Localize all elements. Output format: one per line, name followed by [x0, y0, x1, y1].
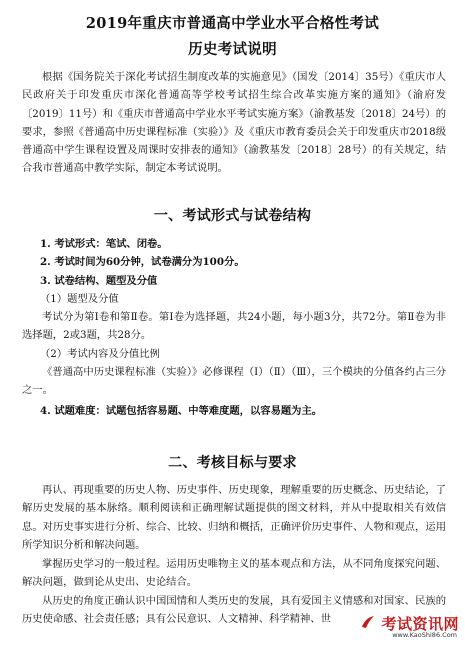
watermark-logo-icon: [361, 615, 375, 629]
objectives-paragraph-2: 掌握历史学习的一般过程。运用历史唯物主义的基本观点和方法，从不同角度探究问题、解决问题，做到论从史出、史论结合。: [22, 558, 446, 589]
question-types-text: 考试分为第Ⅰ卷和第Ⅱ卷。第Ⅰ卷为选择题，共24小题，每小题3分，共72分。第Ⅱ卷为非选择题，2或3题，共28分。: [22, 311, 446, 342]
document-title: 2019年重庆市普通高中学业水平合格性考试: [85, 15, 380, 32]
difficulty-item: 4. 试题难度：试题包括容易题、中等难度题，以容易题为主。: [40, 405, 323, 417]
exam-time-item: 2. 考试时间为60分钟，试卷满分为100分。: [40, 256, 245, 268]
site-watermark: [359, 613, 459, 641]
objectives-paragraph-3: 从历史的角度正确认识中国国情和人类历史的发展，具有爱国主义情感和对国家、民族的历史使命感、社会责任感；具有公民意识、人文精神、科学精神、世: [22, 595, 446, 626]
document-subtitle: 历史考试说明: [188, 41, 277, 58]
intro-paragraph: 根据《国务院关于深化考试招生制度改革的实施意见》（国发〔2014〕35号）《重庆市人民政府关于印发重庆市深化普通高等学校考试招生综合改革实施方案的通知》（渝府发〔2019〕11号）和《重庆市普通高中学业水平考试实施方案》（渝教基发〔2018〕24号）的要求，参照《普通高中历史课程标准（实验）》及《重庆市教育委员会关于印发重庆市2018级普通高中学生课程设置及周课时安排表的通知》（渝教基发〔2018〕28号）的有关规定，结合我市普通高中教学实际，制定本考试说明。: [22, 71, 446, 175]
paper-structure-item: 3. 试卷结构、题型及分值: [40, 275, 158, 287]
question-types-subheading: （1）题型及分值: [40, 293, 119, 305]
watermark-text: 考试资讯网: [381, 615, 459, 633]
objectives-paragraph-1: 再认、再现重要的历史人物、历史事件、历史现象，理解重要的历史概念、历史结论，了解历史发展的基本脉络。顺利阅读和正确理解试题提供的图文材料，并从中提取相关有效信息。对历史事实进行分析、综合、比较、归纳和概括，正确评价历史事件、人物和观点，运用所学知识分析和解决问题。: [22, 484, 446, 551]
section1-heading: 一、考试形式与试卷结构: [153, 208, 312, 224]
watermark-url: www.KaoShi86.Com: [392, 631, 457, 639]
content-ratio-text: 《普通高中历史课程标准（实验）》必修课程（Ⅰ）（Ⅱ）（Ⅲ），三个模块的分值各约占三分之一。: [22, 366, 446, 397]
content-ratio-subheading: （2）考试内容及分值比例: [40, 348, 160, 360]
section2-heading: 二、考核目标与要求: [168, 455, 297, 471]
exam-format-item: 1. 考试形式：笔试、闭卷。: [40, 238, 168, 250]
